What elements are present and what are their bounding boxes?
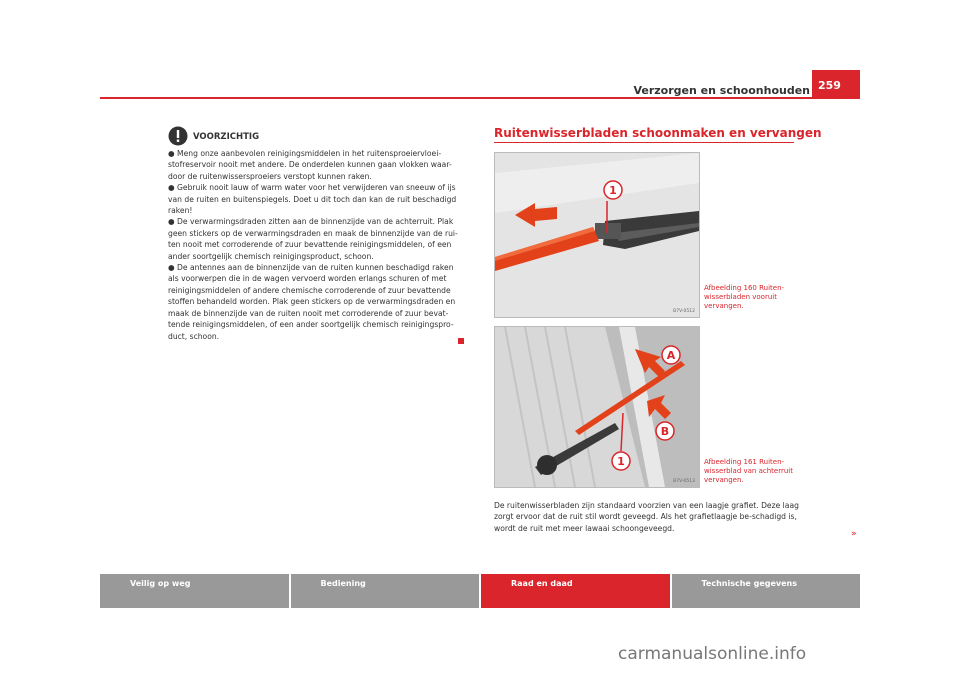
section-title: Ruitenwisserbladen schoonmaken en vervangen — [494, 126, 822, 140]
tab-veilig-op-weg[interactable]: Veilig op weg — [100, 574, 291, 608]
tab-bediening[interactable]: Bediening — [291, 574, 482, 608]
warning-text — [168, 148, 464, 342]
section-rule — [494, 142, 794, 143]
warning-title: VOORZICHTIG — [193, 132, 260, 142]
page-number: 259 — [812, 70, 860, 98]
tab-raad-en-daad[interactable]: Raad en daad — [481, 574, 672, 608]
front-wiper-illustration — [495, 153, 699, 317]
warning-bullet: ● Meng onze aanbevolen reinigingsmiddelen in het ruitensproeiervloei-stofreservoir nooit met andere. De onderdelen kunnen gaan vlokken waar-door de ruitenwissersproeiers verstopt kunnen raken. — [168, 149, 452, 181]
footer-nav — [100, 574, 860, 608]
callout-1: 1 — [609, 184, 617, 197]
section-end-mark — [458, 338, 464, 344]
figure-caption: Afbeelding 160 Ruiten-wisserbladen vooruit vervangen. — [704, 284, 785, 310]
header-rule — [100, 97, 860, 99]
figure-code: B7V-0513 — [673, 479, 695, 484]
continue-arrow-icon: » — [851, 529, 857, 539]
callout-1: 1 — [617, 455, 625, 468]
callout-B: B — [660, 425, 670, 438]
tab-technische-gegevens[interactable]: Technische gegevens — [701, 579, 798, 588]
figure-code: B7V-0512 — [673, 309, 695, 314]
figure-front-wiper — [494, 152, 700, 318]
rear-wiper-illustration — [495, 327, 699, 487]
header-title: Verzorgen en schoonhouden — [633, 84, 810, 97]
warning-bullet: ● Gebruik nooit lauw of warm water voor het verwijderen van sneeuw of ijs van de ruiten en buitenspiegels. Doet u dit toch dan kan de ruit beschadigd raken! — [168, 183, 457, 216]
exclamation-circle-icon — [168, 126, 188, 146]
figure-caption: Afbeelding 161 Ruiten-wisserblad van achterruit vervangen. — [704, 458, 793, 484]
watermark: carmanualsonline.info — [618, 644, 807, 664]
callout-A: A — [666, 349, 676, 362]
body-paragraph: De ruitenwisserbladen zijn standaard voorzien van een laagje grafiet. Deze laag zorgt ervoor dat de ruit stil wordt geveegd. Als het grafietlaagje be-schadigd is, wordt de ruit met meer lawaai schoongeveegd. — [494, 501, 799, 533]
warning-bullet: ● De antennes aan de binnenzijde van de ruiten kunnen beschadigd raken als voorwerpen die in de wagen vervoerd worden erlangs schuren of met reinigingsmiddelen of andere chemische corroderende of zuur bevattende stoffen behandeld worden. Plak geen stickers op de verwarmingsdraden en maak de binnenzijde van de ruiten nooit met corroderende of zuur bevat-tende reinigingsmiddelen, of een ander soortgelijk chemisch reinigingspro-duct, schoon. — [168, 263, 456, 341]
warning-bullet: ● De verwarmingsdraden zitten aan de binnenzijde van de achterruit. Plak geen stickers op de verwarmingsdraden en maak de binnenzijde van de rui-ten nooit met corroderende of zuur bevattende reinigingsmiddelen, of een ander soortgelijk chemisch reinigingsproduct, schoon. — [168, 217, 458, 261]
figure-rear-wiper — [494, 326, 700, 488]
